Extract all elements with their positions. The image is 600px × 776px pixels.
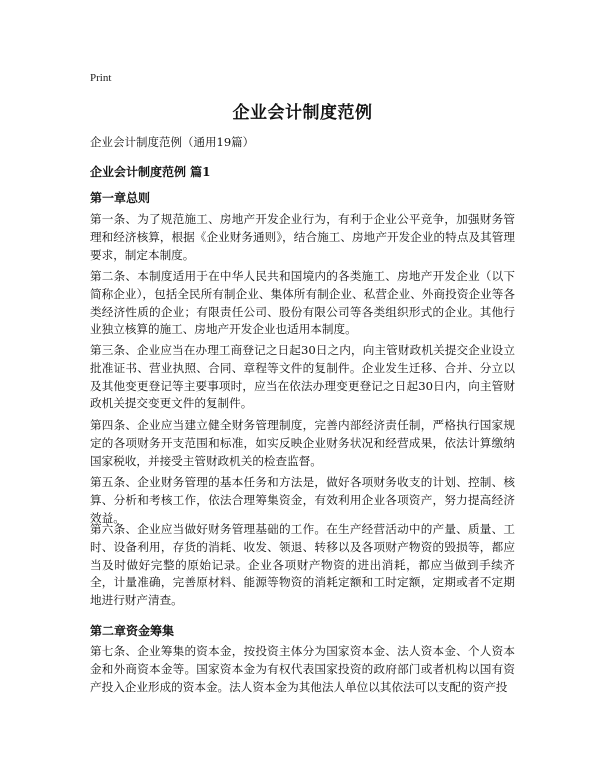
paragraph-article-3: 第三条、企业应当在办理工商登记之日起30日之内，向主管财政机关提交企业设立批准证书、营业执照、合同、章程等文件的复制件。企业发生迁移、合并、分立以及其他变更登记等主要事项时，应当在依法办理变更登记之日起30日内，向主管财政机关提交变更文件的复制件。	[90, 343, 515, 411]
paragraph-article-5: 第五条、企业财务管理的基本任务和方法是，做好各项财务收支的计划、控制、核算、分析和考核工作，依法合理筹集资金，有效利用企业各项资产，努力提高经济效益。	[90, 475, 515, 525]
page-title: 企业会计制度范例	[232, 103, 373, 123]
chapter-heading-1: 第一章总则	[90, 191, 151, 205]
chapter-heading-2: 第二章资金筹集	[90, 624, 175, 638]
print-label[interactable]: Print	[90, 72, 112, 84]
paragraph-article-4: 第四条、企业应当建立健全财务管理制度，完善内部经济责任制，严格执行国家规定的各项财务开支范围和标准，如实反映企业财务状况和经营成果，依法计算缴纳国家税收，并接受主管财政机关的检查监督。	[90, 418, 515, 468]
paragraph-article-2: 第二条、本制度适用于在中华人民共和国境内的各类施工、房地产开发企业（以下简称企业），包括全民所有制企业、集体所有制企业、私营企业、外商投资企业等各类经济性质的企业；有限责任公司、股份有限公司等各类组织形式的企业。其他行业独立核算的施工、房地产开发企业也适用本制度。	[90, 269, 515, 337]
document-subtitle: 企业会计制度范例（通用19篇）	[90, 135, 255, 149]
paragraph-article-7: 第七条、企业筹集的资本金，按投资主体分为国家资本金、法人资本金、个人资本金和外商资本金等。国家资本金为有权代表国家投资的政府部门或者机构以国有资产投入企业形成的资本金。法人资本金为其他法人单位以其依法可以支配的资产投	[90, 644, 515, 694]
part-heading: 企业会计制度范例 篇1	[90, 165, 211, 179]
paragraph-article-6: 第六条、企业应当做好财务管理基础的工作。在生产经营活动中的产量、质量、工时、设备利用，存货的消耗、收发、领退、转移以及各项财产物资的毁损等，都应当及时做好完整的原始记录。企业各项财产物资的进出消耗，都应当做到手续齐全，计量准确，完善原材料、能源等物资的消耗定额和工时定额，定期或者不定期地进行财产清查。	[90, 522, 515, 608]
paragraph-article-1: 第一条、为了规范施工、房地产开发企业行为，有利于企业公平竞争，加强财务管理和经济核算，根据《企业财务通则》，结合施工、房地产开发企业的特点及其管理要求，制定本制度。	[90, 212, 515, 262]
